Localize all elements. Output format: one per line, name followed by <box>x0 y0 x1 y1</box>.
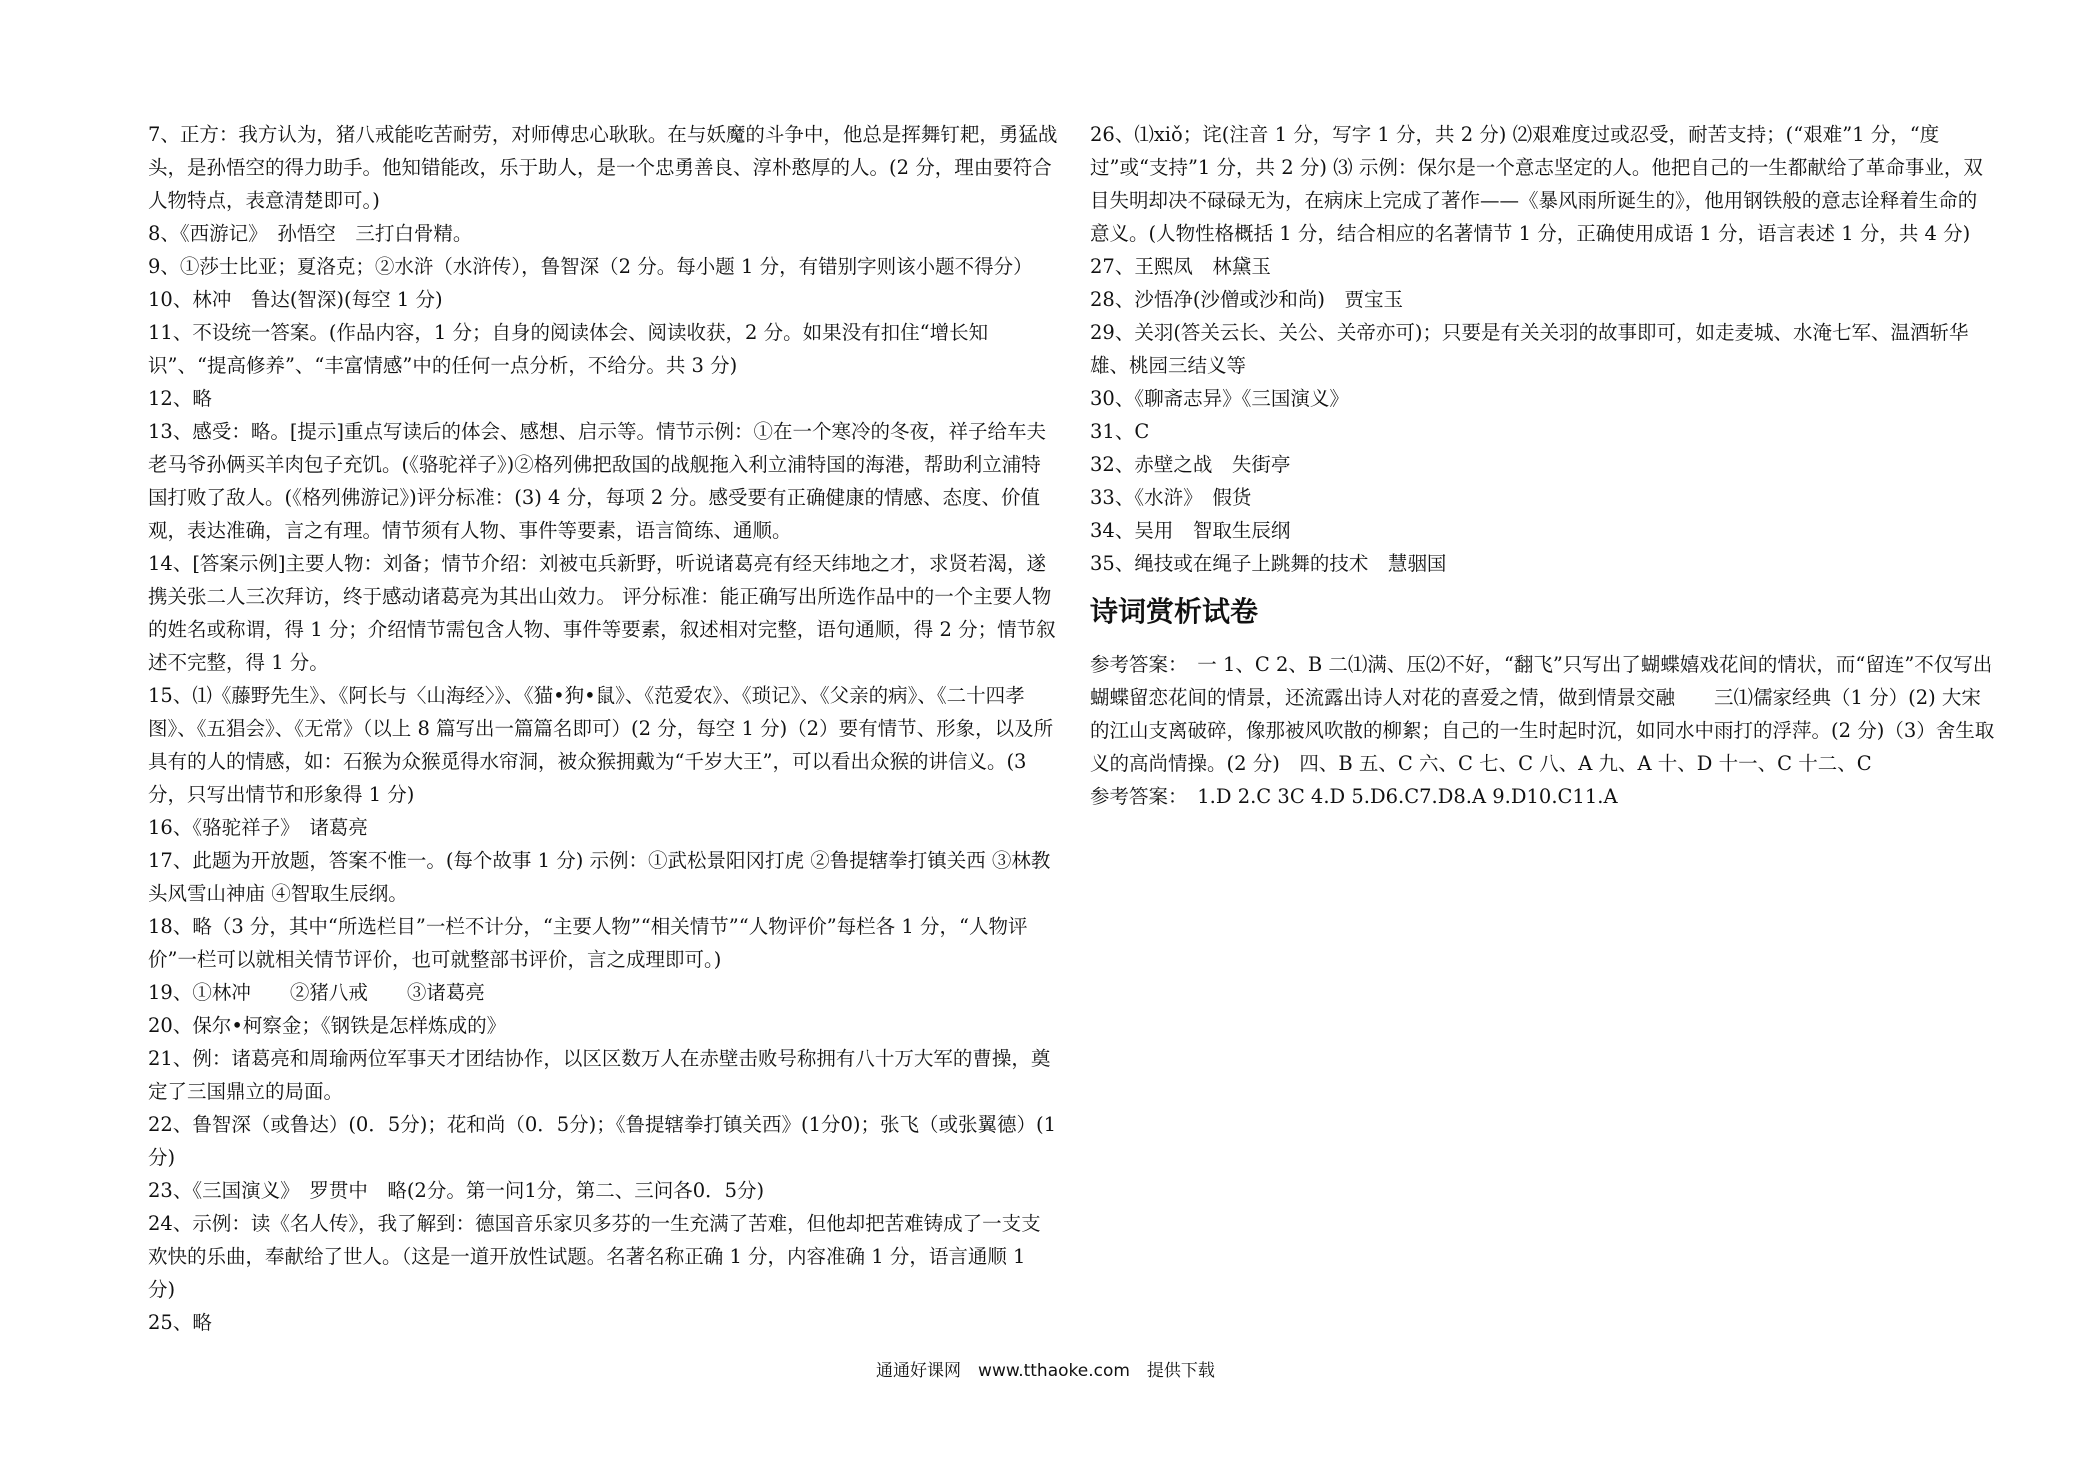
answer-32: 32、赤壁之战 失街亭 <box>1090 453 1291 476</box>
answer-33: 33、《水浒》 假货 <box>1090 486 1252 509</box>
answer-25: 25、略 <box>148 1311 212 1334</box>
answer-34: 34、吴用 智取生辰纲 <box>1090 519 1291 542</box>
answer-8: 8、《西游记》 孙悟空 三打白骨精。 <box>148 222 473 245</box>
answer-19: 19、①林冲 ②猪八戒 ③诸葛亮 <box>148 981 485 1004</box>
answer-12: 12、略 <box>148 387 212 410</box>
right-column <box>1090 118 1995 813</box>
answer-29: 29、关羽(答关云长、关公、关帝亦可)；只要是有关关羽的故事即可，如走麦城、水淹七军、温酒斩华雄、桃园三结义等 <box>1090 321 1969 377</box>
answer-28: 28、沙悟净(沙僧或沙和尚) 贾宝玉 <box>1090 288 1404 311</box>
answer-27: 27、王熙凤 林黛玉 <box>1090 255 1271 278</box>
answer-31: 31、C <box>1090 420 1150 443</box>
answer-10: 10、林冲 鲁达(智深)(每空 1 分) <box>148 288 443 311</box>
left-column <box>148 118 1058 1339</box>
answer-26: 26、⑴xiǒ；诧(注音 1 分，写字 1 分，共 2 分) ⑵艰难度过或忍受，耐苦支持；(“艰难”1 分，“度过”或“支持”1 分，共 2 分) ⑶ 示例：保尔是一个意志坚定的人。他把自己的一生都献给了革命事业，双目失明却决不碌碌无为，在病床上完成了著作——《暴风雨所诞生的》，他用钢铁般的意志诠释着生命的意义。(人物性格概括 1 分，结合相应的名著情节 1 分，正确使用成语 1 分，语言表述 1 分，共 4 分) <box>1090 123 1983 245</box>
answer-13: 13、感受：略。[提示]重点写读后的体会、感想、启示等。情节示例：①在一个寒冷的冬夜，祥子给车夫老马爷孙俩买羊肉包子充饥。(《骆驼祥子》)②格列佛把敌国的战舰拖入利立浦特国的海港，帮助利立浦特国打败了敌人。(《格列佛游记》)评分标准：(3) 4 分，每项 2 分。感受要有正确健康的情感、态度、价值观，表达准确，言之有理。情节须有人物、事件等要素，语言简练、通顺。 <box>148 420 1047 542</box>
answer-9: 9、①莎士比亚；夏洛克；②水浒（水浒传），鲁智深（2 分。每小题 1 分，有错别字则该小题不得分） <box>148 255 1033 278</box>
answer-23: 23、《三国演义》 罗贯中 略(2分。第一问1分，第二、三问各0．5分) <box>148 1179 765 1202</box>
section-title: 诗词赏析试卷 <box>1090 595 1259 628</box>
answer-17: 17、此题为开放题，答案不惟一。(每个故事 1 分) 示例：①武松景阳冈打虎 ②鲁提辖拳打镇关西 ③林教头风雪山神庙 ④智取生辰纲。 <box>148 849 1051 905</box>
answer-7: 7、正方：我方认为，猪八戒能吃苦耐劳，对师傅忠心耿耿。在与妖魔的斗争中，他总是挥舞钉耙，勇猛战头，是孙悟空的得力助手。他知错能改，乐于助人，是一个忠勇善良、淳朴憨厚的人。(2 分，理由要符合人物特点，表意清楚即可。) <box>148 123 1058 212</box>
answer-35: 35、绳技或在绳子上跳舞的技术 慧骃国 <box>1090 552 1447 575</box>
page-footer: 通通好课网 www.tthaoke.com 提供下载 <box>876 1361 1215 1381</box>
answer-11: 11、不设统一答案。(作品内容，1 分；自身的阅读体会、阅读收获，2 分。如果没有扣住“增长知识”、“提高修养”、“丰富情感”中的任何一点分析，不给分。共 3 分) <box>148 321 989 377</box>
answer-20: 20、保尔•柯察金；《钢铁是怎样炼成的》 <box>148 1014 507 1037</box>
answer-24: 24、示例：读《名人传》，我了解到：德国音乐家贝多芬的一生充满了苦难，但他却把苦难铸成了一支支欢快的乐曲，奉献给了世人。（这是一道开放性试题。名著名称正确 1 分，内容准确 1 分，语言通顺 1 分) <box>148 1212 1041 1301</box>
answer-18: 18、略（3 分，其中“所选栏目”一栏不计分，“主要人物”“相关情节”“人物评价”每栏各 1 分，“人物评价”一栏可以就相关情节评价，也可就整部书评价，言之成理即可。) <box>148 915 1028 971</box>
answer-21: 21、例：诸葛亮和周瑜两位军事天才团结协作，以区区数万人在赤壁击败号称拥有八十万大军的曹操，奠定了三国鼎立的局面。 <box>148 1047 1051 1103</box>
poetry-answers: 参考答案： 一 1、C 2、B 二⑴满、压⑵不好，“翻飞”只写出了蝴蝶嬉戏花间的情状，而“留连”不仅写出蝴蝶留恋花间的情景，还流露出诗人对花的喜爱之情，做到情景交融 三⑴儒家经典（1 分）(2) 大宋的江山支离破碎，像那被风吹散的柳絮；自己的一生时起时沉，如同水中雨打的浮萍。(2 分)（3）舍生取义的高尚情操。(2 分) 四、B 五、C 六、C 七、C 八、A 九、A 十、D 十一、C 十二、C <box>1090 653 1995 775</box>
answer-30: 30、《聊斋志异》《三国演义》 <box>1090 387 1349 410</box>
answer-14: 14、[答案示例]主要人物：刘备；情节介绍：刘被屯兵新野，听说诸葛亮有经天纬地之才，求贤若渴，遂携关张二人三次拜访，终于感动诸葛亮为其出山效力。 评分标准：能正确写出所选作品中的一个主要人物的姓名或称谓，得 1 分；介绍情节需包含人物、事件等要素，叙述相对完整，语句通顺，得 2 分；情节叙述不完整，得 1 分。 <box>148 552 1056 674</box>
answer-16: 16、《骆驼祥子》 诸葛亮 <box>148 816 368 839</box>
answer-15: 15、⑴《藤野先生》、《阿长与〈山海经〉》、《猫•狗•鼠》、《范爱农》、《琐记》、《父亲的病》、《二十四孝图》、《五猖会》、《无常》（以上 8 篇写出一篇篇名即可）(2 分，每空 1 分)（2）要有情节、形象，以及所具有的人的情感，如：石猴为众猴觅得水帘洞，被众猴拥戴为“千岁大王”，可以看出众猴的讲信义。(3 分，只写出情节和形象得 1 分) <box>148 684 1054 806</box>
poetry-answers-2: 参考答案： 1.D 2.C 3C 4.D 5.D6.C7.D8.A 9.D10.C11.A <box>1090 785 1618 808</box>
answer-22: 22、鲁智深（或鲁达）(0．5分)；花和尚（0．5分)；《鲁提辖拳打镇关西》(1分0)；张飞（或张翼德）(1分) <box>148 1113 1057 1169</box>
